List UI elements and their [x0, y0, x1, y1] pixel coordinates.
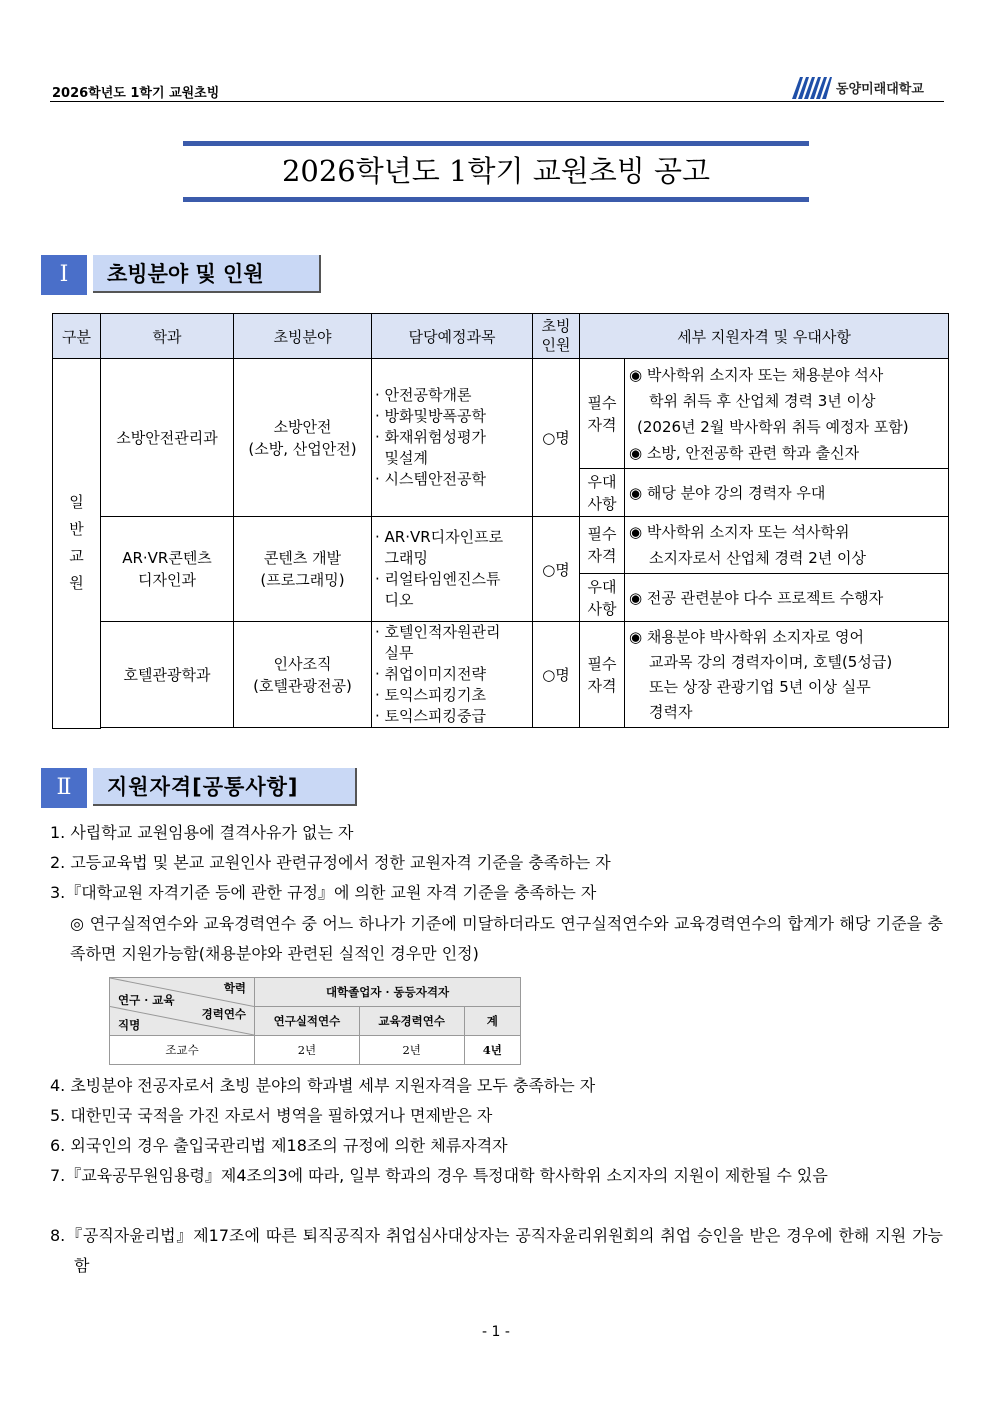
section2-heading: 지원자격[공통사항]	[93, 768, 357, 806]
corner-mid-right-label: 경력연수	[201, 1007, 247, 1021]
th-field: 초빙분야	[234, 314, 372, 359]
list-item: 4. 초빙분야 전공자로서 초빙 분야의 학과별 세부 지원자격을 모두 충족하는 자	[50, 1076, 596, 1095]
group-header: 대학졸업자 · 동등자격자	[255, 978, 521, 1007]
th-qualifications: 세부 지원자격 및 우대사항	[580, 314, 949, 359]
corner-mid-left-label: 연구 · 교육	[118, 993, 175, 1007]
field-cell: 인사조직 (호텔관광전공)	[234, 622, 372, 728]
req-line: 교과목 강의 경력자이며, 호텔(5성급)	[649, 652, 893, 671]
section2-number: Ⅱ	[41, 768, 87, 808]
section1-heading: 초빙분야 및 인원	[93, 255, 321, 293]
section1-number: Ⅰ	[41, 255, 87, 295]
req-line: (2026년 2월 박사학위 취득 예정자 포함)	[637, 417, 909, 436]
corner-bottom-label: 직명	[118, 1018, 141, 1032]
value-cell: 2년	[255, 1036, 360, 1065]
corner-cell	[110, 978, 255, 1036]
req-label-cell: 필수 자격	[580, 622, 625, 728]
recruitment-table	[52, 313, 949, 729]
university-logo	[790, 74, 944, 100]
req-label-cell: 필수 자격	[580, 359, 625, 469]
count-cell: ○명	[533, 622, 580, 728]
category-cell: 일 반 교 원	[53, 359, 101, 729]
req-line: 경력자	[649, 702, 693, 721]
req-line: ◉ 박사학위 소지자 또는 채용분야 석사	[629, 365, 884, 384]
subjects-cell: · 안전공학개론 · 방화및방폭공학 · 화재위험성평가 및설계 · 시스템안전공학	[372, 359, 533, 517]
col-header: 계	[464, 1007, 520, 1036]
req-line: 소지자로서 산업체 경력 2년 이상	[649, 549, 866, 567]
dept-cell: AR·VR콘텐츠 디자인과	[101, 517, 234, 622]
list-item: 7.『교육공무원임용령』제4조의3에 따라, 일부 학과의 경우 특정대학 학사학위 소지자의 지원이 제한될 수 있음	[50, 1166, 828, 1185]
dept-cell: 호텔관광학과	[101, 622, 234, 728]
total-cell: 4년	[464, 1036, 520, 1065]
count-cell: ○명	[533, 359, 580, 517]
req-cell	[625, 359, 949, 469]
page-number: - 1 -	[482, 1324, 510, 1340]
rank-cell: 조교수	[110, 1036, 255, 1065]
list-item: 3.『대학교원 자격기준 등에 관한 규정』에 의한 교원 자격 기준을 충족하는 자	[50, 883, 597, 902]
col-header: 연구실적연수	[255, 1007, 360, 1036]
list-item: 6. 외국인의 경우 출입국관리법 제18조의 규정에 의한 체류자격자	[50, 1136, 508, 1155]
page-title: 2026학년도 1학기 교원초빙 공고	[281, 154, 711, 188]
corner-top-label: 학력	[223, 981, 247, 995]
req-line: ◉ 채용분야 박사학위 소지자로 영어	[629, 627, 865, 646]
th-category: 구분	[53, 314, 101, 359]
list-item: 1. 사립학교 교원임용에 결격사유가 없는 자	[50, 823, 354, 842]
req-cell	[625, 517, 949, 574]
col-header: 교육경력연수	[359, 1007, 464, 1036]
field-cell: 소방안전 (소방, 산업안전)	[234, 359, 372, 517]
subjects-cell: · 호텔인적자원관리 실무 · 취업이미지전략 · 토익스피킹기초 · 토익스피킹중급	[372, 622, 533, 728]
count-cell: ○명	[533, 517, 580, 622]
pref-label-cell: 우대 사항	[580, 469, 625, 517]
career-years-table	[109, 977, 521, 1065]
list-item: 2. 고등교육법 및 본교 교원인사 관련규정에서 정한 교원자격 기준을 충족하는 자	[50, 853, 611, 872]
req-line: 학위 취득 후 산업체 경력 3년 이상	[649, 391, 876, 410]
pref-cell: ◉ 해당 분야 강의 경력자 우대	[625, 469, 949, 517]
th-dept: 학과	[101, 314, 234, 359]
note-text: ◎ 연구실적연수와 교육경력연수 중 어느 하나가 기준에 미달하더라도 연구실적연수와 교육경력연수의 합계가 해당 기준을 충족하면 지원가능함(채용분야와 관련된 실적인 경우만 인정)	[70, 914, 943, 963]
req-line: ◉ 박사학위 소지자 또는 석사학위	[629, 523, 850, 541]
list-item: 8.『공직자윤리법』제17조에 따른 퇴직공직자 취업심사대상자는 공직자윤리위원회의 취업 승인을 받은 경우에 한해 지원 가능함	[50, 1226, 943, 1275]
th-count: 초빙 인원	[533, 314, 580, 359]
logo-mark-icon	[790, 75, 832, 99]
req-cell	[625, 622, 949, 728]
field-cell: 콘텐츠 개발 (프로그래밍)	[234, 517, 372, 622]
req-line: ◉ 소방, 안전공학 관련 학과 출신자	[629, 443, 860, 462]
pref-cell: ◉ 전공 관련분야 다수 프로젝트 수행자	[625, 574, 949, 622]
pref-label-cell: 우대 사항	[580, 574, 625, 622]
list-item: 5. 대한민국 국적을 가진 자로서 병역을 필하였거나 면제받은 자	[50, 1106, 493, 1125]
dept-cell: 소방안전관리과	[101, 359, 234, 517]
header-divider	[50, 101, 944, 102]
subjects-cell: · AR·VR디자인프로 그래밍 · 리얼타임엔진스튜 디오	[372, 517, 533, 622]
value-cell: 2년	[359, 1036, 464, 1065]
req-line: 또는 상장 관광기업 5년 이상 실무	[649, 677, 871, 696]
th-subjects: 담당예정과목	[372, 314, 533, 359]
req-label-cell: 필수 자격	[580, 517, 625, 574]
title-bar-bottom	[183, 197, 809, 202]
logo-text: 동양미래대학교	[836, 81, 924, 97]
header-title: 2026학년도 1학기 교원초빙	[52, 86, 220, 101]
